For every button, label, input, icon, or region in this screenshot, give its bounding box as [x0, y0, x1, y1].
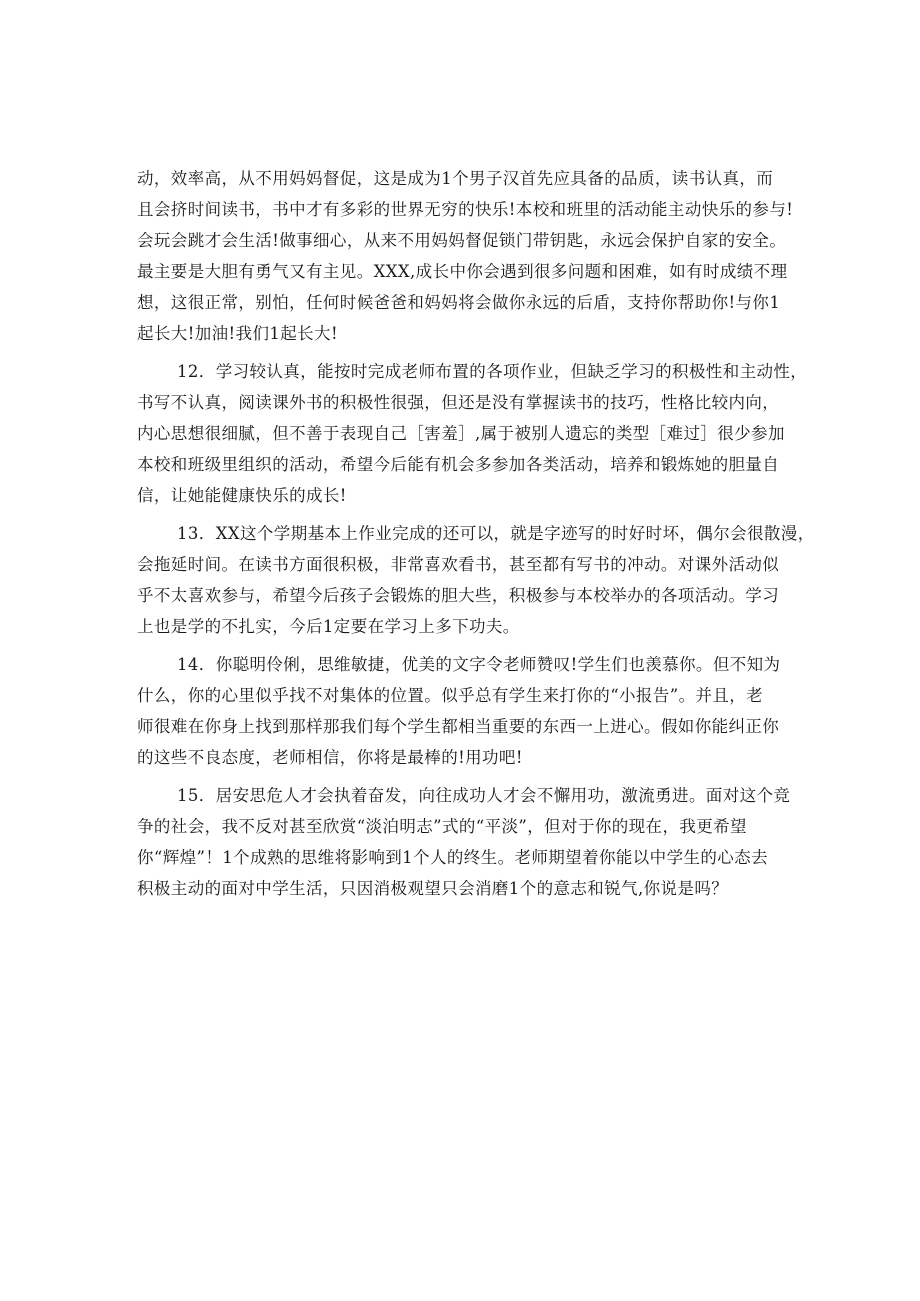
text-line: 书写不认真，阅读课外书的积极性很强，但还是没有掌握读书的技巧，性格比较内向， [137, 393, 780, 412]
text-line: 起长大!加油!我们1起长大! [137, 324, 338, 343]
paragraph-continued [137, 163, 797, 349]
document-body [137, 163, 815, 911]
text-line: 什么，你的心里似乎找不对集体的位置。似乎总有学生来打你的“小报告”。并且，老 [137, 686, 764, 705]
text-line: 争的社会，我不反对甚至欣赏“淡泊明志”式的“平淡”，但对于你的现在，我更希望 [137, 817, 747, 836]
text-line: 上也是学的不扎实，今后1定要在学习上多下功夫。 [137, 617, 520, 636]
text-line: 本校和班级里组织的活动，希望今后能有机会多参加各类活动，培养和锻炼她的胆量自 [137, 455, 780, 474]
text-line: 想，这很正常，别怕，任何时候爸爸和妈妈将会做你永远的后盾，支持你帮助你!与你1 [137, 293, 781, 312]
text-line: 信，让她能健康快乐的成长! [137, 486, 347, 505]
paragraph-12 [137, 356, 808, 511]
text-line: 13．XX这个学期基本上作业完成的还可以，就是字迹写的时好时坏，偶尔会很散漫， [177, 524, 815, 543]
text-line: 最主要是大胆有勇气又有主见。XXX,成长中你会遇到很多问题和困难，如有时成绩不理 [137, 262, 788, 281]
paragraph-13 [137, 518, 815, 642]
paragraph-15 [137, 780, 797, 904]
text-line: 的这些不良态度，老师相信，你将是最棒的!用功吧! [137, 748, 523, 767]
text-line: 且会挤时间读书，书中才有多彩的世界无穷的快乐!本校和班里的活动能主动快乐的参与! [137, 200, 794, 219]
text-line: 积极主动的面对中学生活，只因消极观望只会消磨1个的意志和锐气,你说是吗？ [137, 879, 729, 898]
text-line: 师很难在你身上找到那样那我们每个学生都相当重要的东西一上进心。假如你能纠正你 [137, 717, 780, 736]
text-line: 你“辉煌”！1个成熟的思维将影响到1个人的终生。老师期望着你能以中学生的心态去 [137, 848, 768, 867]
text-line: 会拖延时间。在读书方面很积极，非常喜欢看书，甚至都有写书的冲动。对课外活动似 [137, 555, 780, 574]
text-line: 15．居安思危人才会执着奋发，向往成功人才会不懈用功，激流勇进。面对这个竞 [177, 786, 791, 805]
text-line: 会玩会跳才会生活!做事细心，从来不用妈妈督促锁门带钥匙，永远会保护自家的安全。 [137, 231, 787, 250]
paragraph-14 [137, 649, 797, 773]
text-line: 14．你聪明伶俐，思维敏捷，优美的文字令老师赞叹!学生们也羡慕你。但不知为 [177, 655, 781, 674]
text-line: 乎不太喜欢参与，希望今后孩子会锻炼的胆大些，积极参与本校举办的各项活动。学习 [137, 586, 780, 605]
text-line: 内心思想很细腻，但不善于表现自己［害羞］,属于被别人遗忘的类型［难过］很少参加 [137, 424, 785, 443]
text-line: 12．学习较认真，能按时完成老师布置的各项作业，但缺乏学习的积极性和主动性， [177, 362, 808, 381]
text-line: 动，效率高，从不用妈妈督促，这是成为1个男子汉首先应具备的品质，读书认真，而 [137, 169, 774, 188]
